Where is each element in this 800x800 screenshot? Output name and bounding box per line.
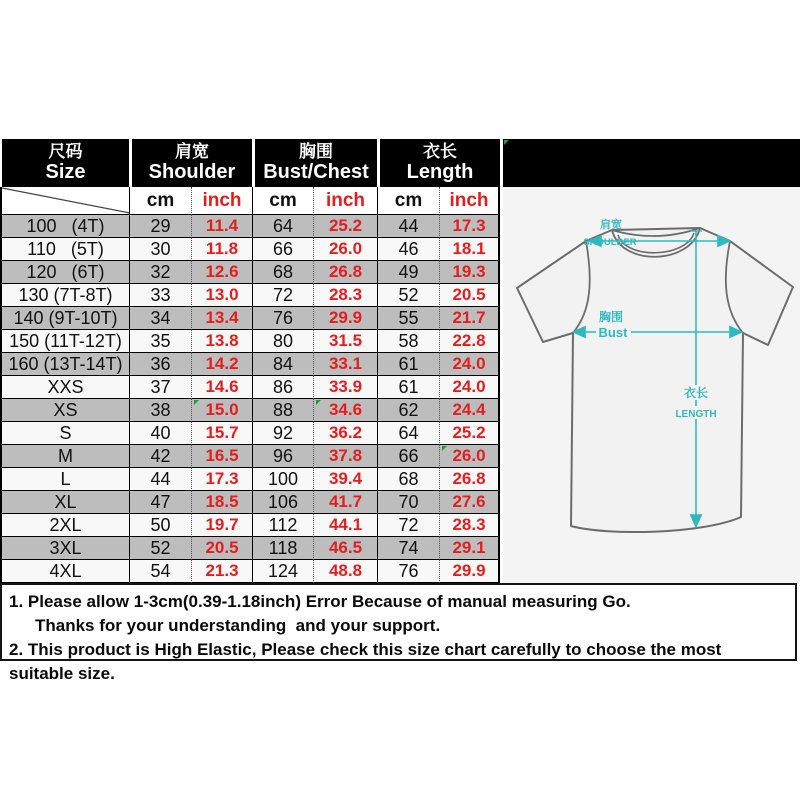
note-line-3: 2. This product is High Elastic, Please check this size chart carefully to choose the most suitable size.	[9, 640, 727, 683]
tshirt-diagram	[503, 187, 800, 583]
cell-length-inch: 29.9	[440, 560, 500, 583]
cell-length-cm: 44	[378, 215, 440, 238]
cell-shoulder-inch: 14.6	[192, 376, 253, 399]
cell-shoulder-cm: 33	[130, 284, 192, 307]
cell-shoulder-inch: 13.8	[192, 330, 253, 353]
cell-length-inch: 24.0	[440, 353, 500, 376]
length-label-en: LENGTH	[675, 409, 717, 420]
cell-bust-cm: 64	[253, 215, 314, 238]
cell-size: 130 (7T-8T)	[0, 284, 130, 307]
excel-corner-mark	[442, 446, 447, 451]
cell-bust-cm: 100	[253, 468, 314, 491]
header-size-zh: 尺码	[48, 141, 83, 161]
note-line-2: Thanks for your understanding and your support.	[35, 616, 441, 635]
cell-bust-inch: 46.5	[314, 537, 378, 560]
cell-bust-cm: 80	[253, 330, 314, 353]
cell-length-inch: 24.0	[440, 376, 500, 399]
cell-bust-inch: 48.8	[314, 560, 378, 583]
cell-shoulder-inch: 13.0	[192, 284, 253, 307]
cell-bust-cm: 68	[253, 261, 314, 284]
diagonal-line	[2, 187, 130, 214]
size-table-body	[0, 187, 500, 583]
cell-length-cm: 72	[378, 514, 440, 537]
cell-length-inch: 17.3	[440, 215, 500, 238]
cell-size: 150 (11T-12T)	[0, 330, 130, 353]
header-bust-zh: 胸围	[299, 141, 333, 161]
cell-length-inch: 28.3	[440, 514, 500, 537]
cell-length-inch: 20.5	[440, 284, 500, 307]
cell-bust-inch: 36.2	[314, 422, 378, 445]
cell-length-cm: 61	[378, 353, 440, 376]
cell-shoulder-inch: 18.5	[192, 491, 253, 514]
cell-length-inch: 21.7	[440, 307, 500, 330]
shoulder-label-zh: 肩宽	[600, 219, 622, 231]
cell-shoulder-inch: 11.4	[192, 215, 253, 238]
cell-bust-cm: 84	[253, 353, 314, 376]
cell-bust-inch: 33.9	[314, 376, 378, 399]
cell-bust-inch: 26.8	[314, 261, 378, 284]
cell-bust-cm: 72	[253, 284, 314, 307]
cell-shoulder-inch: 16.5	[192, 445, 253, 468]
cell-length-inch: 26.0	[440, 445, 500, 468]
header-cell-size	[2, 139, 129, 187]
cell-bust-inch: 44.1	[314, 514, 378, 537]
header-cell-bust	[255, 139, 377, 187]
cell-length-cm: 70	[378, 491, 440, 514]
cell-bust-cm: 124	[253, 560, 314, 583]
cell-length-cm: 66	[378, 445, 440, 468]
unit-cell-length-inch: inch	[440, 187, 500, 215]
cell-length-cm: 61	[378, 376, 440, 399]
cell-shoulder-cm: 54	[130, 560, 192, 583]
header-size-en: Size	[45, 161, 86, 184]
cell-bust-cm: 76	[253, 307, 314, 330]
cell-bust-cm: 118	[253, 537, 314, 560]
cell-shoulder-inch: 20.5	[192, 537, 253, 560]
cell-size: XL	[0, 491, 130, 514]
cell-bust-inch: 37.8	[314, 445, 378, 468]
cell-size: 100 (4T)	[0, 215, 130, 238]
cell-shoulder-inch: 13.4	[192, 307, 253, 330]
tshirt-outline	[517, 228, 793, 532]
cell-size: 140 (9T-10T)	[0, 307, 130, 330]
unit-cell-shoulder-cm: cm	[130, 187, 192, 215]
cell-length-inch: 19.3	[440, 261, 500, 284]
cell-size: XXS	[0, 376, 130, 399]
cell-shoulder-cm: 52	[130, 537, 192, 560]
excel-corner-mark	[194, 400, 199, 405]
unit-cell-bust-inch: inch	[314, 187, 378, 215]
cell-bust-cm: 106	[253, 491, 314, 514]
cell-bust-inch: 26.0	[314, 238, 378, 261]
cell-shoulder-cm: 35	[130, 330, 192, 353]
cell-bust-inch: 25.2	[314, 215, 378, 238]
length-label-zh: 衣长	[683, 386, 709, 400]
cell-length-inch: 29.1	[440, 537, 500, 560]
cell-size: L	[0, 468, 130, 491]
cell-bust-cm: 112	[253, 514, 314, 537]
cell-shoulder-inch: 14.2	[192, 353, 253, 376]
cell-shoulder-cm: 34	[130, 307, 192, 330]
cell-shoulder-cm: 30	[130, 238, 192, 261]
cell-bust-inch: 39.4	[314, 468, 378, 491]
cell-bust-inch: 28.3	[314, 284, 378, 307]
header-shoulder-en: Shoulder	[148, 161, 236, 184]
excel-corner-mark	[316, 400, 321, 405]
notes-box	[0, 583, 797, 683]
cell-shoulder-cm: 32	[130, 261, 192, 284]
cell-shoulder-cm: 38	[130, 399, 192, 422]
cell-bust-inch: 29.9	[314, 307, 378, 330]
cell-size: XS	[0, 399, 130, 422]
cell-bust-cm: 88	[253, 399, 314, 422]
cell-length-inch: 18.1	[440, 238, 500, 261]
cell-shoulder-cm: 42	[130, 445, 192, 468]
note-line-1: 1. Please allow 1-3cm(0.39-1.18inch) Error Because of manual measuring Go.	[9, 592, 631, 611]
shirt-diagram-panel	[503, 187, 800, 583]
cell-shoulder-cm: 36	[130, 353, 192, 376]
cell-size: 2XL	[0, 514, 130, 537]
cell-bust-cm: 66	[253, 238, 314, 261]
cell-length-inch: 26.8	[440, 468, 500, 491]
cell-size: 120 (6T)	[0, 261, 130, 284]
bust-label-en: Bust	[598, 325, 628, 340]
cell-shoulder-cm: 37	[130, 376, 192, 399]
unit-cell-length-cm: cm	[378, 187, 440, 215]
shoulder-label-en: SHOULDER	[583, 237, 637, 248]
cell-size: 4XL	[0, 560, 130, 583]
cell-length-cm: 58	[378, 330, 440, 353]
cell-bust-inch: 31.5	[314, 330, 378, 353]
cell-shoulder-inch: 15.0	[192, 399, 253, 422]
cell-shoulder-inch: 15.7	[192, 422, 253, 445]
cell-shoulder-cm: 29	[130, 215, 192, 238]
cell-shoulder-inch: 21.3	[192, 560, 253, 583]
excel-corner-mark	[504, 140, 509, 145]
header-length-en: Length	[406, 161, 474, 184]
cell-size: S	[0, 422, 130, 445]
header-cell-length	[380, 139, 500, 187]
unit-cell-diagonal	[0, 187, 130, 215]
cell-size: 110 (5T)	[0, 238, 130, 261]
unit-cell-bust-cm: cm	[253, 187, 314, 215]
cell-bust-cm: 92	[253, 422, 314, 445]
header-bust-en: Bust/Chest	[263, 161, 369, 184]
cell-bust-inch: 34.6	[314, 399, 378, 422]
cell-length-cm: 46	[378, 238, 440, 261]
header-shoulder-zh: 肩宽	[175, 141, 209, 161]
cell-length-cm: 64	[378, 422, 440, 445]
cell-bust-inch: 33.1	[314, 353, 378, 376]
cell-length-cm: 55	[378, 307, 440, 330]
header-cell-blank	[503, 139, 800, 187]
header-length-zh: 衣长	[423, 141, 457, 161]
cell-length-cm: 49	[378, 261, 440, 284]
cell-shoulder-inch: 11.8	[192, 238, 253, 261]
cell-length-cm: 68	[378, 468, 440, 491]
unit-cell-shoulder-inch: inch	[192, 187, 253, 215]
cell-length-cm: 52	[378, 284, 440, 307]
cell-length-inch: 27.6	[440, 491, 500, 514]
cell-shoulder-cm: 47	[130, 491, 192, 514]
cell-shoulder-cm: 50	[130, 514, 192, 537]
cell-shoulder-inch: 12.6	[192, 261, 253, 284]
cell-length-inch: 25.2	[440, 422, 500, 445]
cell-bust-cm: 86	[253, 376, 314, 399]
cell-length-cm: 74	[378, 537, 440, 560]
cell-size: 160 (13T-14T)	[0, 353, 130, 376]
cell-length-inch: 24.4	[440, 399, 500, 422]
cell-bust-cm: 96	[253, 445, 314, 468]
cell-length-inch: 22.8	[440, 330, 500, 353]
cell-shoulder-cm: 40	[130, 422, 192, 445]
cell-shoulder-inch: 19.7	[192, 514, 253, 537]
cell-length-cm: 76	[378, 560, 440, 583]
cell-size: M	[0, 445, 130, 468]
cell-length-cm: 62	[378, 399, 440, 422]
cell-shoulder-cm: 44	[130, 468, 192, 491]
cell-shoulder-inch: 17.3	[192, 468, 253, 491]
cell-bust-inch: 41.7	[314, 491, 378, 514]
header-cell-shoulder	[132, 139, 252, 187]
cell-size: 3XL	[0, 537, 130, 560]
bust-label-zh: 胸围	[598, 310, 624, 324]
